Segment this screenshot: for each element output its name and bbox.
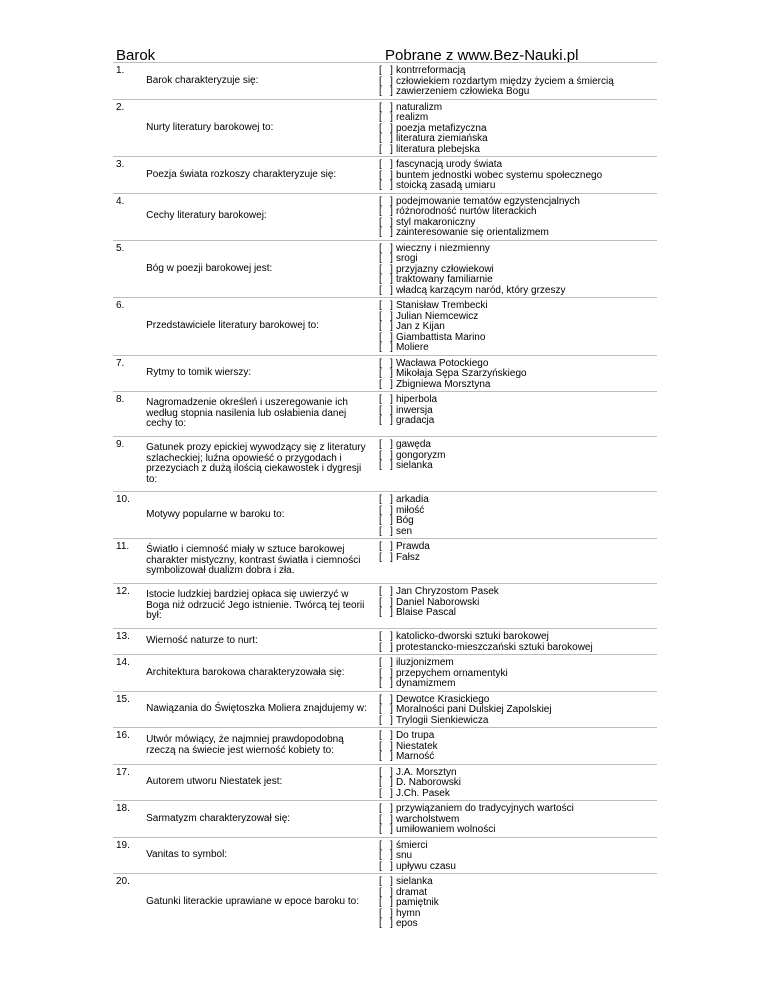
- checkbox-brackets[interactable]: [379, 825, 396, 836]
- answer-option[interactable]: [379, 275, 657, 286]
- options-cell: [379, 157, 657, 194]
- question-number: 9.: [113, 437, 146, 492]
- checkbox-brackets[interactable]: [379, 527, 396, 538]
- checkbox-brackets[interactable]: [379, 181, 396, 192]
- checkbox-brackets[interactable]: [379, 395, 396, 406]
- answer-option-label: Moliere: [395, 342, 429, 353]
- checkbox-brackets[interactable]: [379, 716, 396, 727]
- checkbox-brackets[interactable]: [379, 778, 396, 789]
- answer-option[interactable]: [379, 254, 657, 265]
- checkbox-brackets[interactable]: [379, 608, 396, 619]
- answer-option[interactable]: [379, 160, 657, 171]
- answer-option[interactable]: [379, 716, 657, 727]
- question-number: 16.: [113, 728, 146, 765]
- checkbox-brackets[interactable]: [379, 705, 396, 716]
- question-cell: [146, 492, 379, 539]
- checkbox-brackets[interactable]: [379, 789, 396, 800]
- answer-option-label: styl makaroniczny: [395, 216, 476, 228]
- checkbox-brackets[interactable]: [379, 553, 396, 564]
- answer-option[interactable]: [379, 825, 657, 836]
- answer-option-label: Bóg: [395, 515, 414, 526]
- checkbox-brackets[interactable]: [379, 731, 396, 742]
- answer-option[interactable]: [379, 877, 657, 888]
- answer-option-label: przywiązaniem do tradycyjnych wartości: [395, 803, 574, 814]
- checkbox-brackets[interactable]: [379, 380, 396, 391]
- answer-option[interactable]: [379, 181, 657, 192]
- answer-option-label: Giambattista Marino: [395, 331, 486, 343]
- question-cell: [146, 539, 379, 584]
- checkbox-brackets[interactable]: [379, 369, 396, 380]
- checkbox-brackets[interactable]: [379, 461, 396, 472]
- question-cell: [146, 874, 379, 931]
- options-cell: [379, 298, 657, 356]
- answer-option-label: przepychem ornamentyki: [395, 667, 508, 679]
- answer-option[interactable]: [379, 919, 657, 930]
- checkbox-brackets[interactable]: [379, 66, 396, 77]
- question-row: [113, 691, 657, 728]
- question-row: [113, 193, 657, 240]
- answer-option-label: literatura plebejska: [395, 143, 480, 155]
- question-cell: [146, 837, 379, 874]
- options-cell: [379, 355, 657, 392]
- answer-option-label: literatura ziemiańska: [395, 133, 488, 144]
- answer-option-label: J.A. Morsztyn: [395, 766, 457, 778]
- answer-option-label: gawęda: [395, 439, 431, 450]
- answer-option-label: Jan z Kijan: [395, 321, 445, 332]
- question-text: Nawiązania do Świętoszka Moliera znajdujemy w:: [146, 703, 367, 714]
- question-cell: [146, 691, 379, 728]
- checkbox-brackets[interactable]: [379, 134, 396, 145]
- answer-option-label: zawierzeniem człowieka Bogu: [395, 86, 530, 97]
- answer-option-label: wieczny i niezmienny: [395, 242, 490, 254]
- answer-option[interactable]: [379, 851, 657, 862]
- options-cell: [379, 728, 657, 765]
- answer-option[interactable]: [379, 145, 657, 156]
- checkbox-brackets[interactable]: [379, 322, 396, 333]
- options-cell: [379, 392, 657, 437]
- answer-option-label: zainteresowanie się orientalizmem: [395, 227, 549, 238]
- options-cell: [379, 764, 657, 801]
- question-number: 8.: [113, 392, 146, 437]
- question-number: 3.: [113, 157, 146, 194]
- question-text: Vanitas to symbol:: [146, 849, 228, 860]
- question-cell: [146, 584, 379, 629]
- checkbox-brackets[interactable]: [379, 343, 396, 354]
- answer-option-label: Julian Niemcewicz: [395, 310, 479, 322]
- question-cell: [146, 655, 379, 692]
- options-cell: [379, 691, 657, 728]
- question-number: 1.: [113, 63, 146, 100]
- checkbox-brackets[interactable]: [379, 416, 396, 427]
- options-cell: [379, 837, 657, 874]
- answer-option[interactable]: [379, 516, 657, 527]
- answer-option-label: Prawda: [395, 541, 430, 552]
- answer-option-label: Marność: [395, 751, 435, 762]
- question-number: 6.: [113, 298, 146, 356]
- answer-option-label: inwersja: [395, 404, 433, 416]
- question-cell: [146, 99, 379, 157]
- answer-option[interactable]: [379, 322, 657, 333]
- answer-option[interactable]: [379, 380, 657, 391]
- question-number: 13.: [113, 629, 146, 655]
- answer-option-label: Niestatek: [395, 740, 438, 752]
- answer-option-label: Zbigniewa Morsztyna: [395, 378, 491, 390]
- answer-option-label: władcą karzącym naród, który grzeszy: [395, 284, 566, 296]
- options-cell: [379, 539, 657, 584]
- checkbox-brackets[interactable]: [379, 286, 396, 297]
- answer-option[interactable]: [379, 679, 657, 690]
- answer-option[interactable]: [379, 778, 657, 789]
- question-number: 15.: [113, 691, 146, 728]
- checkbox-brackets[interactable]: [379, 160, 396, 171]
- answer-option[interactable]: [379, 301, 657, 312]
- options-cell: [379, 492, 657, 539]
- question-row: [113, 355, 657, 392]
- checkbox-brackets[interactable]: [379, 145, 396, 156]
- answer-option[interactable]: [379, 731, 657, 742]
- answer-option-label: buntem jednostki wobec systemu społecznego: [395, 169, 603, 181]
- document-title: Barok: [116, 47, 156, 64]
- answer-option-label: warcholstwem: [395, 813, 460, 825]
- question-text: Gatunek prozy epickiej wywodzący się z literatury szlacheckiej; luźna opowieść o przygodach i przezyciach z dużą ilością ciekawostek i dygresji to:: [146, 442, 366, 485]
- checkbox-brackets[interactable]: [379, 877, 396, 888]
- answer-option[interactable]: [379, 506, 657, 517]
- answer-option-label: Do trupa: [395, 730, 435, 741]
- question-text: Wierność naturze to nurt:: [146, 635, 258, 647]
- answer-option-label: srogi: [395, 253, 418, 264]
- answer-option-label: protestancko-mieszczański sztuki barokowej: [395, 641, 593, 653]
- answer-option-label: człowiekiem rozdartym między życiem a śmiercią: [395, 75, 614, 87]
- answer-option[interactable]: [379, 395, 657, 406]
- question-cell: [146, 728, 379, 765]
- answer-option[interactable]: [379, 862, 657, 873]
- answer-option[interactable]: [379, 909, 657, 920]
- question-cell: [146, 392, 379, 437]
- answer-option[interactable]: [379, 752, 657, 763]
- question-cell: [146, 764, 379, 801]
- checkbox-brackets[interactable]: [379, 87, 396, 98]
- answer-option-label: epos: [395, 918, 418, 929]
- question-row: [113, 539, 657, 584]
- question-row: [113, 874, 657, 931]
- answer-option[interactable]: [379, 244, 657, 255]
- question-text: Przedstawiciele literatury barokowej to:: [146, 320, 319, 331]
- answer-option-label: hymn: [395, 907, 421, 919]
- question-text: Nagromadzenie określeń i uszeregowanie ich według stopnia nasilenia lub osłabienia danej cechy to:: [146, 397, 348, 430]
- question-text: Cechy literatury barokowej:: [146, 210, 267, 222]
- answer-option-label: naturalizm: [395, 101, 443, 113]
- checkbox-brackets[interactable]: [379, 898, 396, 909]
- question-row: [113, 157, 657, 194]
- options-cell: [379, 437, 657, 492]
- answer-option[interactable]: [379, 228, 657, 239]
- answer-option-label: pamiętnik: [395, 897, 439, 908]
- answer-option[interactable]: [379, 527, 657, 538]
- checkbox-brackets[interactable]: [379, 919, 396, 930]
- question-number: 2.: [113, 99, 146, 157]
- question-cell: [146, 355, 379, 392]
- answer-option-label: Moralności pani Dulskiej Zapolskiej: [395, 704, 552, 715]
- answer-option-label: miłość: [395, 504, 425, 516]
- answer-option-label: sielanka: [395, 460, 433, 471]
- options-cell: [379, 99, 657, 157]
- quiz-body: [113, 63, 657, 931]
- checkbox-brackets[interactable]: [379, 862, 396, 873]
- question-row: [113, 240, 657, 298]
- answer-option-label: dynamizmem: [395, 678, 456, 689]
- answer-option[interactable]: [379, 416, 657, 427]
- question-number: 18.: [113, 801, 146, 838]
- question-cell: [146, 298, 379, 356]
- answer-option[interactable]: [379, 804, 657, 815]
- answer-option-label: Dewotce Krasickiego: [395, 693, 490, 705]
- checkbox-brackets[interactable]: [379, 495, 396, 506]
- answer-option[interactable]: [379, 134, 657, 145]
- answer-option-label: D. Naborowski: [395, 777, 461, 788]
- question-row: [113, 63, 657, 100]
- answer-option[interactable]: [379, 789, 657, 800]
- answer-option[interactable]: [379, 553, 657, 564]
- options-cell: [379, 655, 657, 692]
- answer-option[interactable]: [379, 87, 657, 98]
- answer-option-label: stoicką zasadą umiaru: [395, 180, 496, 191]
- answer-option[interactable]: [379, 542, 657, 553]
- question-row: [113, 99, 657, 157]
- question-row: [113, 298, 657, 356]
- options-cell: [379, 240, 657, 298]
- answer-option-label: iluzjonizmem: [395, 657, 454, 668]
- answer-option[interactable]: [379, 898, 657, 909]
- question-cell: [146, 437, 379, 492]
- answer-option-label: traktowany familiarnie: [395, 274, 493, 285]
- answer-option-label: Daniel Naborowski: [395, 596, 480, 608]
- checkbox-brackets[interactable]: [379, 851, 396, 862]
- question-row: [113, 437, 657, 492]
- options-cell: [379, 629, 657, 655]
- checkbox-brackets[interactable]: [379, 587, 396, 598]
- question-text: Architektura barokowa charakteryzowała się:: [146, 666, 345, 678]
- options-cell: [379, 874, 657, 931]
- question-number: 7.: [113, 355, 146, 392]
- question-row: [113, 837, 657, 874]
- answer-option[interactable]: [379, 440, 657, 451]
- answer-option-label: umiłowaniem wolności: [395, 824, 496, 835]
- answer-option-label: dramat: [395, 886, 428, 898]
- answer-option[interactable]: [379, 369, 657, 380]
- answer-option[interactable]: [379, 286, 657, 297]
- answer-option[interactable]: [379, 643, 657, 654]
- question-number: 11.: [113, 539, 146, 584]
- checkbox-brackets[interactable]: [379, 542, 396, 553]
- question-text: Sarmatyzm charakteryzował się:: [146, 812, 291, 824]
- question-number: 20.: [113, 874, 146, 931]
- question-cell: [146, 157, 379, 194]
- answer-option-label: fascynacją urody świata: [395, 159, 503, 170]
- options-cell: [379, 801, 657, 838]
- checkbox-brackets[interactable]: [379, 679, 396, 690]
- answer-option-label: Jan Chryzostom Pasek: [395, 586, 499, 597]
- question-row: [113, 584, 657, 629]
- answer-option[interactable]: [379, 461, 657, 472]
- answer-option-label: Mikołaja Sępa Szarzyńskiego: [395, 368, 527, 379]
- answer-option-label: Blaise Pascal: [395, 607, 456, 618]
- checkbox-brackets[interactable]: [379, 275, 396, 286]
- question-text: Istocie ludzkiej bardziej opłaca się uwierzyć w Boga niż odrzucić Jego istnienie. Twórcą tej teorii był:: [146, 589, 365, 622]
- checkbox-brackets[interactable]: [379, 254, 396, 265]
- question-row: [113, 655, 657, 692]
- source-note: Pobrane z www.Bez-Nauki.pl: [385, 47, 579, 64]
- question-number: 19.: [113, 837, 146, 874]
- answer-option-label: kontrreformacją: [395, 65, 466, 76]
- question-cell: [146, 629, 379, 655]
- answer-option-label: realizm: [395, 112, 429, 123]
- question-text: Poezja świata rozkoszy charakteryzuje się:: [146, 168, 337, 180]
- answer-option-label: J.Ch. Pasek: [395, 787, 450, 799]
- answer-option-label: podejmowanie tematów egzystencjalnych: [395, 195, 580, 207]
- question-row: [113, 392, 657, 437]
- answer-option-label: śmierci: [395, 839, 428, 851]
- checkbox-brackets[interactable]: [379, 228, 396, 239]
- question-text: Światło i ciemność miały w sztuce barokowej charakter mistyczny, kontrast światła i ciemności symbolizował dualizm dobra i zła.: [146, 544, 361, 577]
- answer-option-label: hiperbola: [395, 394, 438, 405]
- options-cell: [379, 193, 657, 240]
- answer-option-label: Wacława Potockiego: [395, 357, 489, 369]
- answer-option[interactable]: [379, 608, 657, 619]
- answer-option[interactable]: [379, 495, 657, 506]
- checkbox-brackets[interactable]: [379, 440, 396, 451]
- question-text: Bóg w poezji barokowej jest:: [146, 262, 273, 274]
- question-text: Barok charakteryzuje się:: [146, 74, 259, 86]
- checkbox-brackets[interactable]: [379, 643, 396, 654]
- answer-option[interactable]: [379, 587, 657, 598]
- checkbox-brackets[interactable]: [379, 804, 396, 815]
- answer-option-label: różnorodność nurtów literackich: [395, 206, 537, 217]
- answer-option[interactable]: [379, 705, 657, 716]
- answer-option[interactable]: [379, 113, 657, 124]
- question-number: 5.: [113, 240, 146, 298]
- answer-option-label: katolicko-dworski sztuki barokowej: [395, 631, 549, 642]
- checkbox-brackets[interactable]: [379, 301, 396, 312]
- quiz-table: [113, 62, 657, 931]
- question-text: Autorem utworu Niestatek jest:: [146, 776, 283, 787]
- question-cell: [146, 801, 379, 838]
- answer-option-label: arkadia: [395, 494, 429, 505]
- answer-option-label: gongoryzm: [395, 449, 446, 461]
- question-text: Nurty literatury barokowej to:: [146, 121, 274, 133]
- answer-option-label: sen: [395, 525, 413, 537]
- question-text: Gatunki literackie uprawiane w epoce baroku to:: [146, 896, 360, 907]
- question-text: Motywy popularne w baroku to:: [146, 508, 285, 520]
- answer-option-label: przyjazny człowiekowi: [395, 263, 494, 275]
- options-cell: [379, 63, 657, 100]
- question-number: 10.: [113, 492, 146, 539]
- answer-option-label: poezja metafizyczna: [395, 122, 487, 134]
- question-number: 4.: [113, 193, 146, 240]
- question-text: Rytmy to tomik wierszy:: [146, 367, 252, 378]
- checkbox-brackets[interactable]: [379, 516, 396, 527]
- answer-option-label: Trylogii Sienkiewicza: [395, 714, 489, 726]
- checkbox-brackets[interactable]: [379, 752, 396, 763]
- checkbox-brackets[interactable]: [379, 658, 396, 669]
- options-cell: [379, 584, 657, 629]
- question-number: 12.: [113, 584, 146, 629]
- answer-option[interactable]: [379, 658, 657, 669]
- question-cell: [146, 193, 379, 240]
- question-cell: [146, 240, 379, 298]
- question-row: [113, 728, 657, 765]
- question-number: 17.: [113, 764, 146, 801]
- answer-option[interactable]: [379, 66, 657, 77]
- question-row: [113, 801, 657, 838]
- answer-option-label: Stanisław Trembecki: [395, 300, 488, 311]
- checkbox-brackets[interactable]: [379, 207, 396, 218]
- question-text: Utwór mówiący, że najmniej prawdopodobną rzeczą na świecie jest wierność kobiety to:: [146, 734, 344, 756]
- answer-option-label: sielanka: [395, 876, 433, 887]
- answer-option[interactable]: [379, 343, 657, 354]
- question-row: [113, 492, 657, 539]
- answer-option[interactable]: [379, 207, 657, 218]
- answer-option-label: upływu czasu: [395, 860, 456, 872]
- question-number: 14.: [113, 655, 146, 692]
- checkbox-brackets[interactable]: [379, 632, 396, 643]
- checkbox-brackets[interactable]: [379, 113, 396, 124]
- answer-option-label: gradacja: [395, 415, 435, 426]
- question-cell: [146, 63, 379, 100]
- answer-option-label: snu: [395, 850, 413, 861]
- answer-option[interactable]: [379, 632, 657, 643]
- question-row: [113, 764, 657, 801]
- answer-option[interactable]: [379, 841, 657, 852]
- question-row: [113, 629, 657, 655]
- answer-option-label: Fałsz: [395, 551, 420, 563]
